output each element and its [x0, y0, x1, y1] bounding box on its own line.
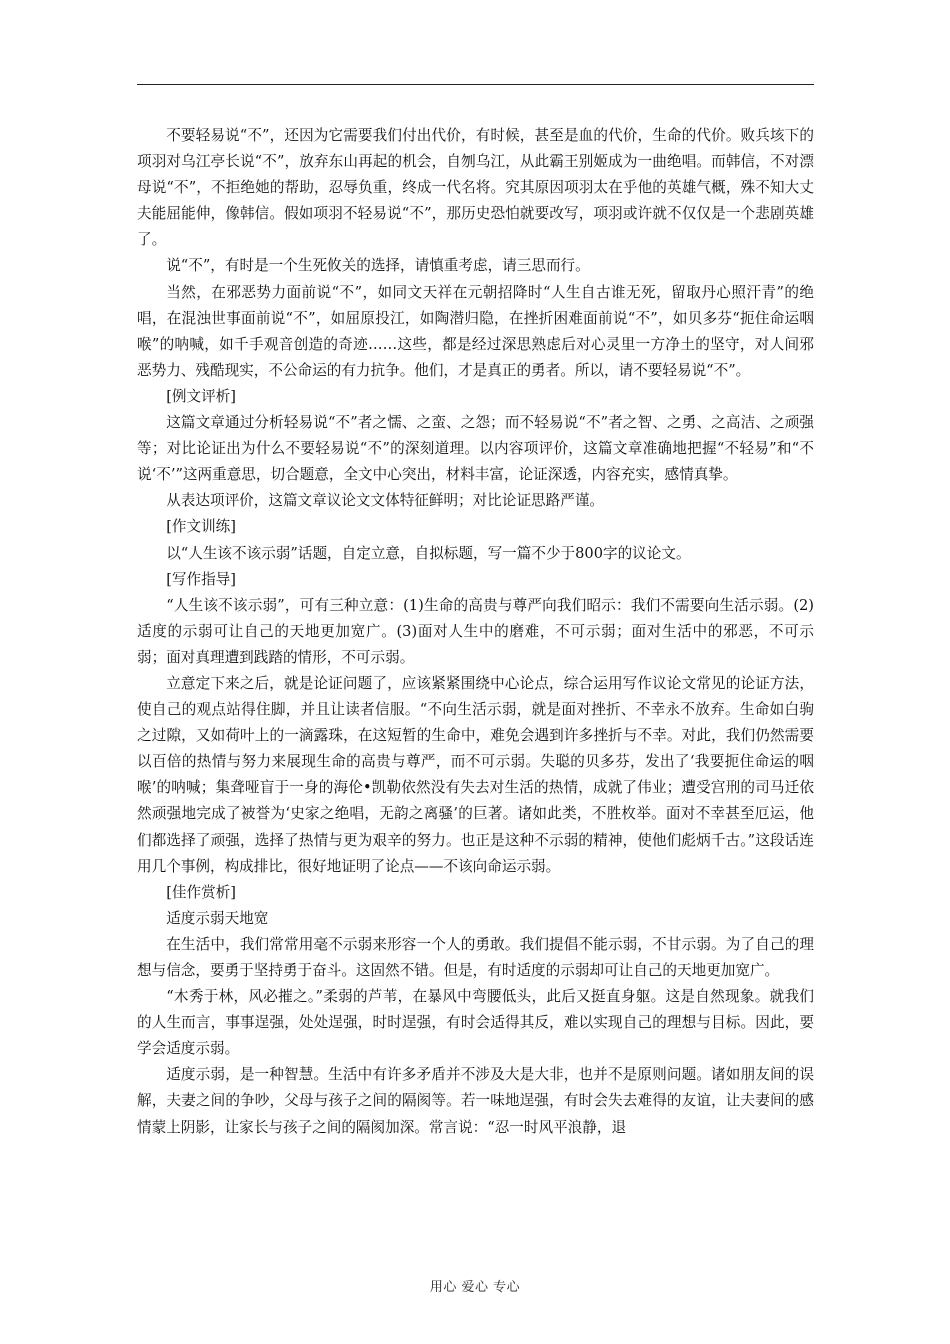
paragraph: 适度示弱，是一种智慧。生活中有许多矛盾并不涉及大是大非，也并不是原则问题。诸如朋友间的误解，夫妻之间的争吵，父母与孩子之间的隔阂等。若一味地逞强，有时会失去难得的友谊，让夫妻间的感情蒙上阴影，让家长与孩子之间的隔阂加深。常言说：“忍一时风平浪静，退 — [137, 1066, 814, 1136]
paragraph: “木秀于林，风必摧之。”柔弱的芦苇，在暴风中弯腰低头，此后又挺直身躯。这是自然现象。就我们的人生而言，事事逞强，处处逞强，时时逞强，有时会适得其反，难以实现自己的理想与目标。因此，要学会适度示弱。 — [137, 988, 814, 1058]
essay-title: 适度示弱天地宽 — [166, 909, 269, 927]
section-heading: [写作指导] — [166, 570, 236, 588]
body-text — [137, 123, 814, 1141]
section-heading: [佳作赏析] — [166, 883, 236, 901]
section-heading: [作文训练] — [166, 518, 236, 536]
paragraph: 立意定下来之后，就是论证问题了，应该紧紧围绕中心论点，综合运用写作议论文常见的论证方法，使自己的观点站得住脚，并且让读者信服。“不向生活示弱，就是面对挫折、不幸永不放弃。生命如白驹之过隙，又如荷叶上的一滴露珠，在这短暂的生命中，难免会遇到许多挫折与不幸。对此，我们仍然需要以百倍的热情与努力来展现生命的高贵与尊严，而不可示弱。失聪的贝多芬，发出了‘我要扼住命运的咽喉’的呐喊；集聋哑盲于一身的海伦•凯勒依然没有失去对生活的热情，成就了伟业；遭受宫刑的司马迁依然顽强地完成了被誉为‘史家之绝唱，无韵之离骚’的巨著。诸如此类，不胜枚举。面对不幸甚至厄运，他们都选择了顽强，选择了热情与更为艰辛的努力。也正是这种不示弱的精神，使他们彪炳千古。”这段话连用几个事例，构成排比，很好地证明了论点——不该向命运示弱。 — [137, 674, 814, 875]
paragraph: 在生活中，我们常常用毫不示弱来形容一个人的勇敢。我们提倡不能示弱，不甘示弱。为了自己的理想与信念，要勇于坚持勇于奋斗。这固然不错。但是，有时适度的示弱却可让自己的天地更加宽广。 — [137, 935, 814, 979]
paragraph: 不要轻易说“不”，还因为它需要我们付出代价，有时候，甚至是血的代价，生命的代价。败兵垓下的项羽对乌江亭长说“不”，放弃东山再起的机会，自刎乌江，从此霸王别姬成为一曲绝唱。而韩信，不对漂母说“不”，不拒绝她的帮助，忍辱负重，终成一代名将。究其原因项羽太在乎他的英雄气概，殊不知大丈夫能屈能伸，像韩信。假如项羽不轻易说“不”，那历史恐怕就要改写，项羽或许就不仅仅是一个悲剧英雄了。 — [137, 127, 814, 249]
paragraph: 当然，在邪恶势力面前说“不”，如同文天祥在元朝招降时“人生自古谁无死，留取丹心照汗青”的绝唱，在混浊世事面前说“不”，如屈原投江，如陶潜归隐，在挫折困难面前说“不”，如贝多芬“扼住命运咽喉”的呐喊，如千手观音创造的奇迹……这些，都是经过深思熟虑后对心灵里一方净土的坚守，对人间邪恶势力、残酷现实，不公命运的有力抗争。他们，才是真正的勇者。所以，请不要轻易说“不”。 — [137, 283, 814, 379]
paragraph: “人生该不该示弱”，可有三种立意：(1)生命的高贵与尊严向我们昭示：我们不需要向生活示弱。(2)适度的示弱可让自己的天地更加宽广。(3)面对人生中的磨难，不可示弱；面对生活中的邪恶，不可示弱；面对真理遭到践踏的情形，不可示弱。 — [137, 596, 814, 666]
header-rule — [137, 84, 814, 85]
paragraph: 从表达项评价，这篇文章议论文文体特征鲜明；对比论证思路严谨。 — [166, 492, 605, 510]
paragraph: 这篇文章通过分析轻易说“不”者之懦、之蛮、之怨；而不轻易说“不”者之智、之勇、之高洁、之顽强等；对比论证出为什么不要轻易说“不”的深刻道理。以内容项评价，这篇文章准确地把握“不轻易”和“不说‘不’”这两重意思，切合题意，全文中心突出，材料丰富，论证深透，内容充实，感情真挚。 — [137, 414, 814, 484]
paragraph: 说“不”，有时是一个生死攸关的选择，请慎重考虑，请三思而行。 — [166, 257, 590, 275]
paragraph: 以“人生该不该示弱”话题，自定立意，自拟标题，写一篇不少于800字的议论文。 — [166, 544, 691, 562]
section-heading: [例文评析] — [166, 387, 236, 405]
page-footer: 用心 爱心 专心 — [429, 1280, 521, 1295]
